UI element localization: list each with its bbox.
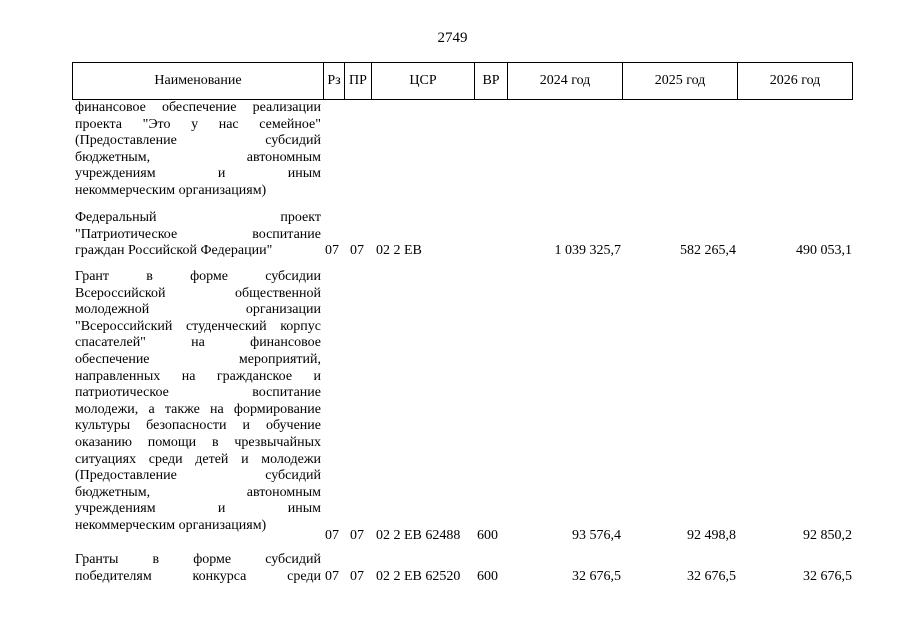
name-line: (Предоставление субсидий <box>75 133 321 149</box>
name-line: "Всероссийский студенческий корпус <box>75 318 321 334</box>
name-line: некоммерческим организациям) <box>75 182 267 198</box>
name-line: спасателей" на финансовое <box>75 335 321 351</box>
name-line: молодежи, а также на формирование <box>75 401 321 417</box>
row-name <box>75 210 321 260</box>
header-vr: ВР <box>474 63 507 99</box>
header-2026: 2026 год <box>737 63 852 99</box>
name-line: финансовое обеспечение реализации <box>75 100 321 115</box>
cell-csr: 02 2 EB <box>376 243 422 258</box>
name-line: учреждениям и иным <box>75 166 321 182</box>
name-line: ситуациях среди детей и молодежи <box>75 451 321 467</box>
header-pr: ПР <box>344 63 371 99</box>
name-line: учреждениям и иным <box>75 501 321 517</box>
header-csr: ЦСР <box>371 63 474 99</box>
cell-2025: 582 265,4 <box>680 243 736 258</box>
cell-csr: 02 2 EB 62488 <box>376 528 461 543</box>
cell-vr: 600 <box>477 569 498 584</box>
cell-2026: 92 850,2 <box>803 528 852 543</box>
name-line: культуры безопасности и обучение <box>75 418 321 434</box>
name-line: (Предоставление субсидий <box>75 468 321 484</box>
name-line: Федеральный проект <box>75 210 321 225</box>
header-name: Наименование <box>154 73 242 88</box>
cell-2026: 32 676,5 <box>803 569 852 584</box>
cell-2025: 32 676,5 <box>687 569 736 584</box>
name-line: молодежной организации <box>75 302 321 318</box>
row-name <box>75 269 321 535</box>
row-name <box>75 552 321 585</box>
name-line: бюджетным, автономным <box>75 149 321 165</box>
cell-2024: 93 576,4 <box>572 528 621 543</box>
name-line: оказанию помощи в чрезвычайных <box>75 434 321 450</box>
cell-2024: 32 676,5 <box>572 569 621 584</box>
header-2024: 2024 год <box>507 63 622 99</box>
row-name <box>75 100 321 200</box>
cell-rz: 07 <box>325 528 339 543</box>
page-number: 2749 <box>437 30 468 46</box>
cell-2025: 92 498,8 <box>687 528 736 543</box>
name-line: Гранты в форме субсидий <box>75 552 321 567</box>
name-line: граждан Российской Федерации" <box>75 243 273 259</box>
name-line: патриотическое воспитание <box>75 385 321 401</box>
name-line: Грант в форме субсидии <box>75 269 321 284</box>
name-line: победителям конкурса среди <box>75 568 321 584</box>
name-line: "Патриотическое воспитание <box>75 226 321 242</box>
name-line: некоммерческим организациям) <box>75 517 267 533</box>
cell-rz: 07 <box>325 243 339 258</box>
cell-pr: 07 <box>350 243 364 258</box>
name-line: проекта "Это у нас семейное" <box>75 116 321 132</box>
cell-rz: 07 <box>325 569 339 584</box>
cell-vr: 600 <box>477 528 498 543</box>
cell-csr: 02 2 EB 62520 <box>376 569 461 584</box>
header-rz: Рз <box>323 63 344 99</box>
header-2025: 2025 год <box>622 63 737 99</box>
name-line: обеспечение мероприятий, <box>75 351 321 367</box>
name-line: направленных на гражданское и <box>75 368 321 384</box>
cell-pr: 07 <box>350 569 364 584</box>
cell-2026: 490 053,1 <box>796 243 852 258</box>
name-line: бюджетным, автономным <box>75 484 321 500</box>
cell-2024: 1 039 325,7 <box>554 243 621 258</box>
table-header <box>72 62 853 100</box>
name-line: Всероссийской общественной <box>75 285 321 301</box>
cell-pr: 07 <box>350 528 364 543</box>
